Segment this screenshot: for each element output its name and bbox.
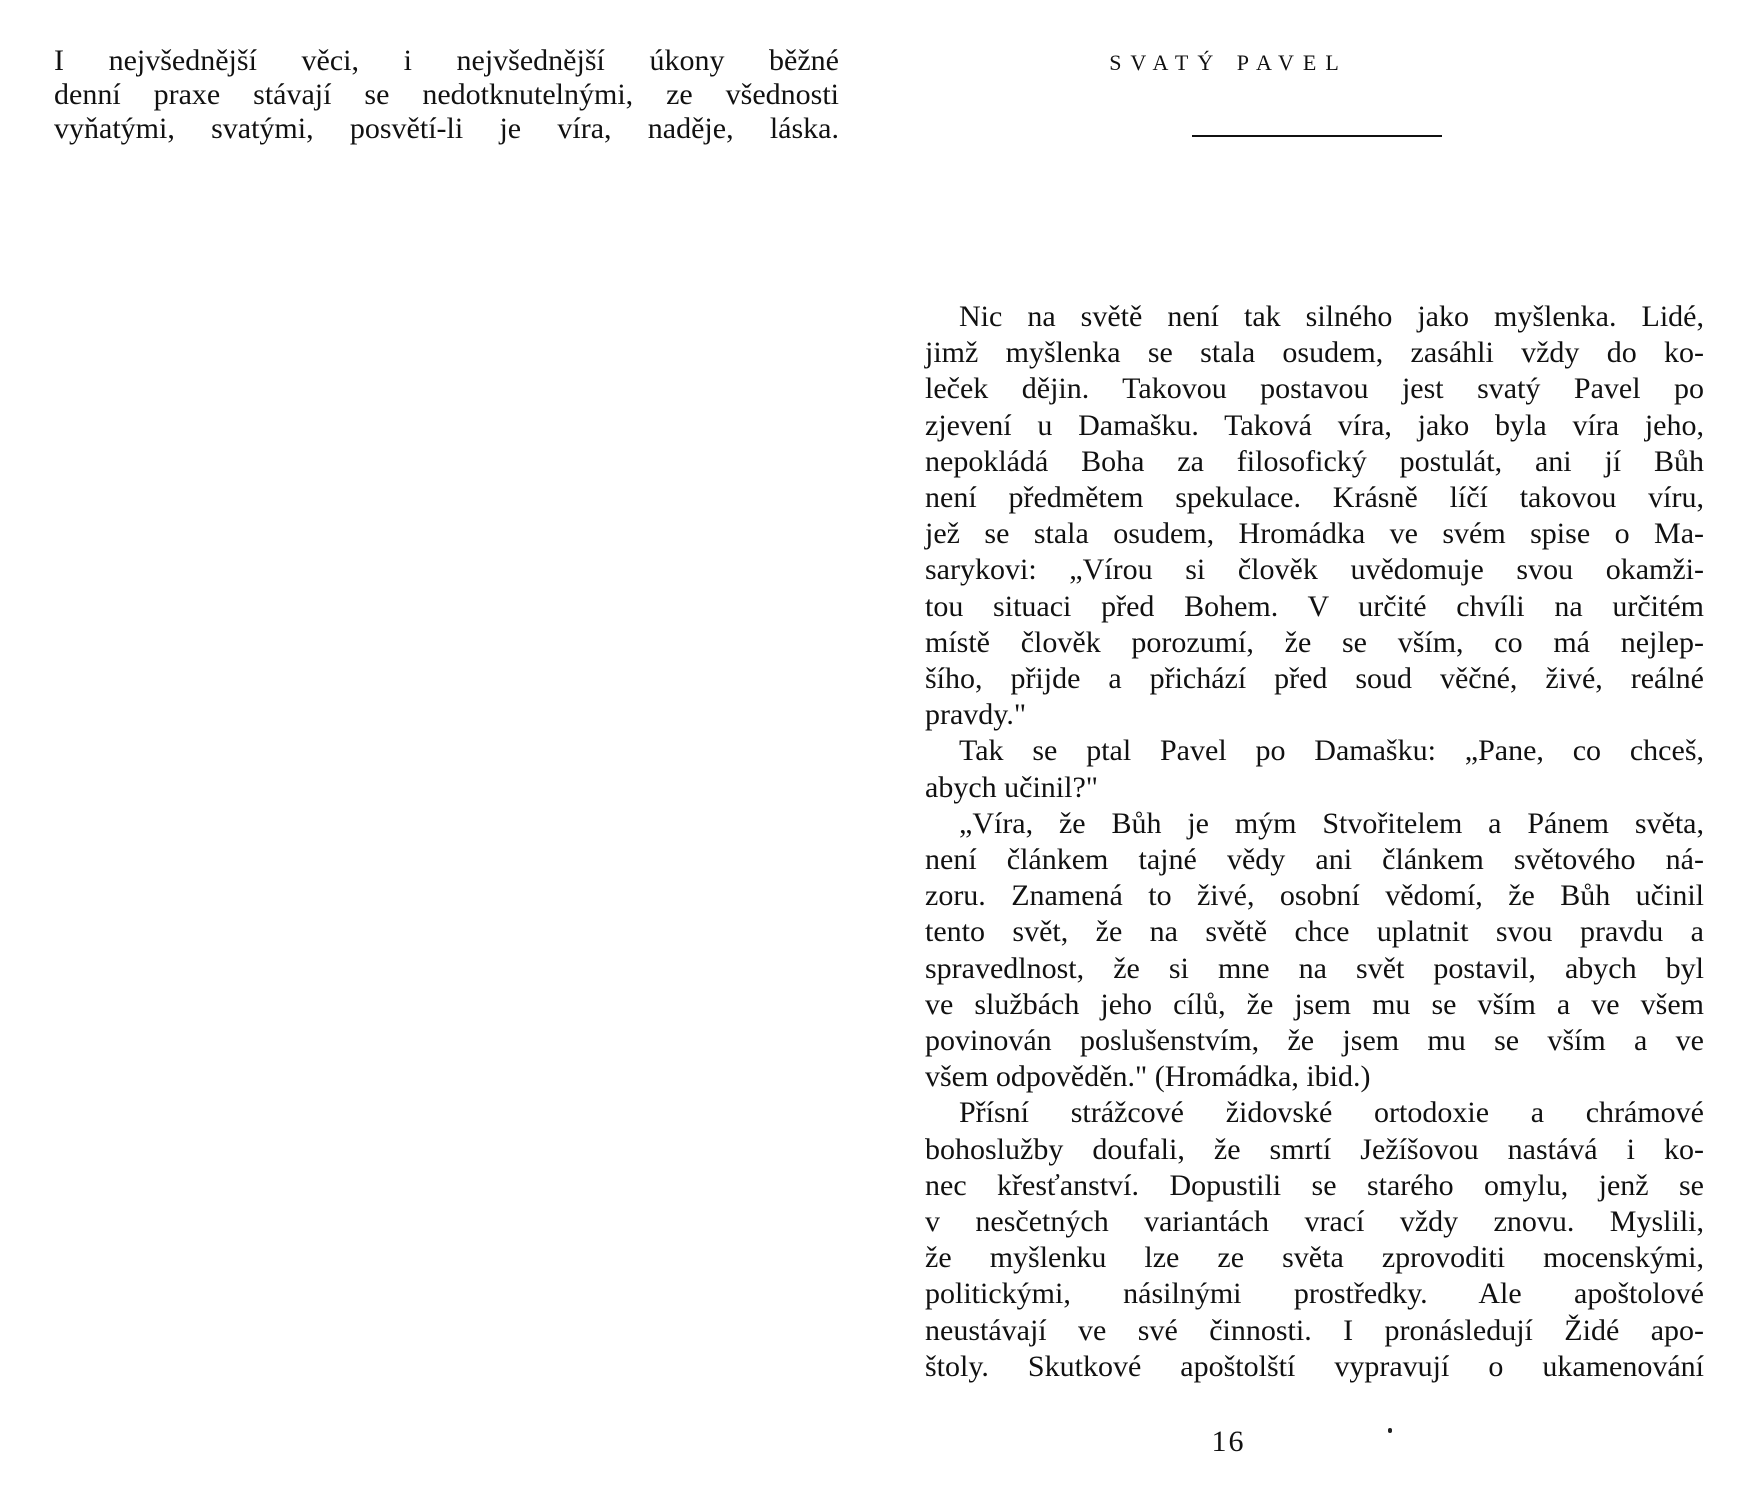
text-line: spravedlnost, že si mne na svět postavil, abych byl	[925, 951, 1704, 985]
page-number: 16	[1211, 1425, 1246, 1458]
text-line: nepokládá Boha za filosofický postulát, ani jí Bůh	[925, 444, 1704, 478]
text-line: že myšlenku lze ze světa zprovoditi mocenskými,	[925, 1241, 1704, 1275]
print-speck	[1388, 1428, 1392, 1433]
text-line: všem odpověděn." (Hromádka, ibid.)	[925, 1060, 1371, 1094]
text-line: Tak se ptal Pavel po Damašku: „Pane, co chceš,	[959, 734, 1704, 768]
text-line: zoru. Znamená to živé, osobní vědomí, že Bůh učinil	[925, 879, 1704, 913]
text-line: zjevení u Damašku. Taková víra, jako byla víra jeho,	[925, 408, 1704, 442]
text-line: Přísní strážcové židovské ortodoxie a chrámové	[959, 1096, 1704, 1130]
text-line: vyňatými, svatými, posvětí-li je víra, naděje, láska.	[54, 112, 839, 145]
text-line: šího, přijde a přichází před soud věčné, živé, reálné	[925, 662, 1704, 696]
chapter-body	[925, 299, 1704, 1385]
text-line: není předmětem spekulace. Krásně líčí takovou víru,	[925, 481, 1704, 515]
text-line: ve službách jeho cílů, že jsem mu se vším a ve všem	[925, 987, 1704, 1021]
text-line: bohoslužby doufali, že smrtí Ježíšovou nastává i ko-	[925, 1132, 1704, 1166]
text-line: místě člověk porozumí, že se vším, co má nejlep-	[925, 625, 1704, 659]
text-line: povinován poslušenstvím, že jsem mu se vším a ve	[925, 1024, 1704, 1058]
text-line: „Víra, že Bůh je mým Stvořitelem a Pánem světa,	[959, 806, 1704, 840]
text-line: tou situaci před Bohem. V určité chvíli na určitém	[925, 589, 1704, 623]
text-line: není článkem tajné vědy ani článkem světového ná-	[925, 843, 1704, 877]
text-line: neustávají ve své činnosti. I pronásledují Židé apo-	[925, 1313, 1704, 1347]
title-divider	[1192, 135, 1442, 137]
text-line: jimž myšlenka se stala osudem, zasáhli vždy do ko-	[925, 336, 1704, 370]
text-line: pravdy."	[925, 698, 1027, 732]
text-line: I nejvšednější věci, i nejvšednější úkony běžné	[54, 44, 839, 77]
text-line: v nesčetných variantách vrací vždy znovu. Myslili,	[925, 1205, 1704, 1239]
text-line: jež se stala osudem, Hromádka ve svém spise o Ma-	[925, 517, 1704, 551]
right-page	[873, 0, 1746, 1500]
text-line: nec křesťanství. Dopustili se starého omylu, jenž se	[925, 1168, 1704, 1202]
text-line: štoly. Skutkové apoštolští vypravují o ukamenování	[925, 1349, 1704, 1383]
text-line: tento svět, že na světě chce uplatnit svou pravdu a	[925, 915, 1704, 949]
left-page-paragraph	[54, 44, 839, 146]
text-line: denní praxe stávají se nedotknutelnými, ze všednosti	[54, 78, 839, 111]
text-line: politickými, násilnými prostředky. Ale apoštolové	[925, 1277, 1704, 1311]
text-line: sarykovi: „Vírou si člověk uvědomuje svou okamži-	[925, 553, 1704, 587]
chapter-title: SVATÝ PAVEL	[1109, 50, 1348, 75]
text-line: abych učinil?"	[925, 770, 1099, 804]
text-line: leček dějin. Takovou postavou jest svatý Pavel po	[925, 372, 1704, 406]
text-line: Nic na světě není tak silného jako myšlenka. Lidé,	[959, 300, 1704, 333]
